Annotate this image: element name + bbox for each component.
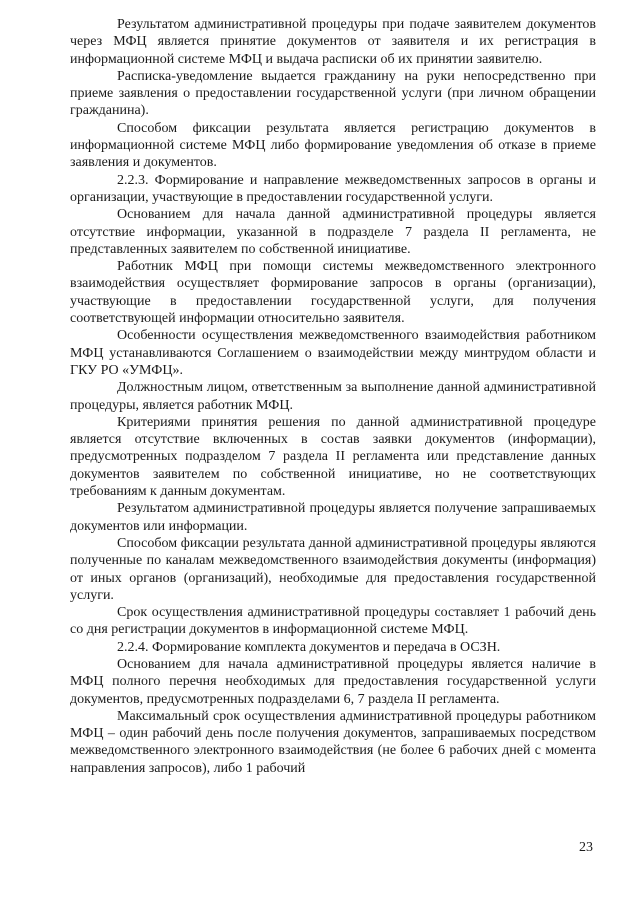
- page-body: [70, 16, 596, 777]
- paragraph: Результатом административной процедуры является получение запрашиваемых документов или информации.: [70, 501, 596, 534]
- paragraph: Должностным лицом, ответственным за выполнение данной административной процедуры, является работник МФЦ.: [70, 380, 596, 413]
- paragraph: Максимальный срок осуществления административной процедуры работником МФЦ – один рабочий день после получения документов, запрашиваемых посредством межведомственного электронного взаимодействия (не более 6 рабочих дней с момента направления запросов), либо 1 рабочий: [70, 708, 596, 776]
- paragraph: Способом фиксации результата является регистрацию документов в информационной системе МФЦ либо формирование уведомления об отказе в приеме заявления и документов.: [70, 120, 596, 171]
- paragraph: Основанием для начала административной процедуры является наличие в МФЦ полного перечня необходимых для предоставления государственной услуги документов, предусмотренных подразделами 6, 7 раздела II регламента.: [70, 656, 596, 707]
- section-heading: 2.2.3. Формирование и направление межведомственных запросов в органы и организации, участвующие в предоставлении государственной услуги.: [70, 172, 596, 205]
- page-number: 23: [579, 840, 593, 855]
- paragraph: Особенности осуществления межведомственного взаимодействия работником МФЦ устанавливаются Соглашением о взаимодействии между минтрудом области и ГКУ РО «УМФЦ».: [70, 328, 596, 378]
- paragraph: Результатом административной процедуры при подаче заявителем документов через МФЦ является принятие документов от заявителя и их регистрация в информационной системе МФЦ и выдача расписки об их принятии заявителю.: [70, 17, 596, 67]
- paragraph: Критериями принятия решения по данной административной процедуре является отсутствие включенных в состав заявки документов (информации), предусмотренных подразделом 7 раздела II регламента или представление данных документов заявителем по собственной инициативе, но не соответствующих требованиям к данным документам.: [70, 414, 596, 500]
- paragraph: Срок осуществления административной процедуры составляет 1 рабочий день со дня регистрации документов в информационной системе МФЦ.: [70, 605, 596, 638]
- section-heading: 2.2.4. Формирование комплекта документов и передача в ОСЗН.: [117, 639, 501, 655]
- paragraph: Расписка-уведомление выдается гражданину на руки непосредственно при приеме заявления о предоставлении государственной услуги (при личном обращении гражданина).: [70, 68, 596, 119]
- paragraph: Основанием для начала данной административной процедуры является отсутствие информации, указанной в подразделе 7 раздела II регламента, не представленных заявителем по собственной инициативе.: [70, 207, 596, 257]
- paragraph: Способом фиксации результата данной административной процедуры являются полученные по каналам межведомственного взаимодействия документы (информация) от иных органов (организаций), необходимые для предоставления государственной услуги.: [70, 535, 596, 603]
- paragraph: Работник МФЦ при помощи системы межведомственного электронного взаимодействия осуществляет формирование запросов в органы (организации), участвующие в предоставлении государственной услуги, для получения соответствующей информации относительно заявителя.: [70, 259, 596, 327]
